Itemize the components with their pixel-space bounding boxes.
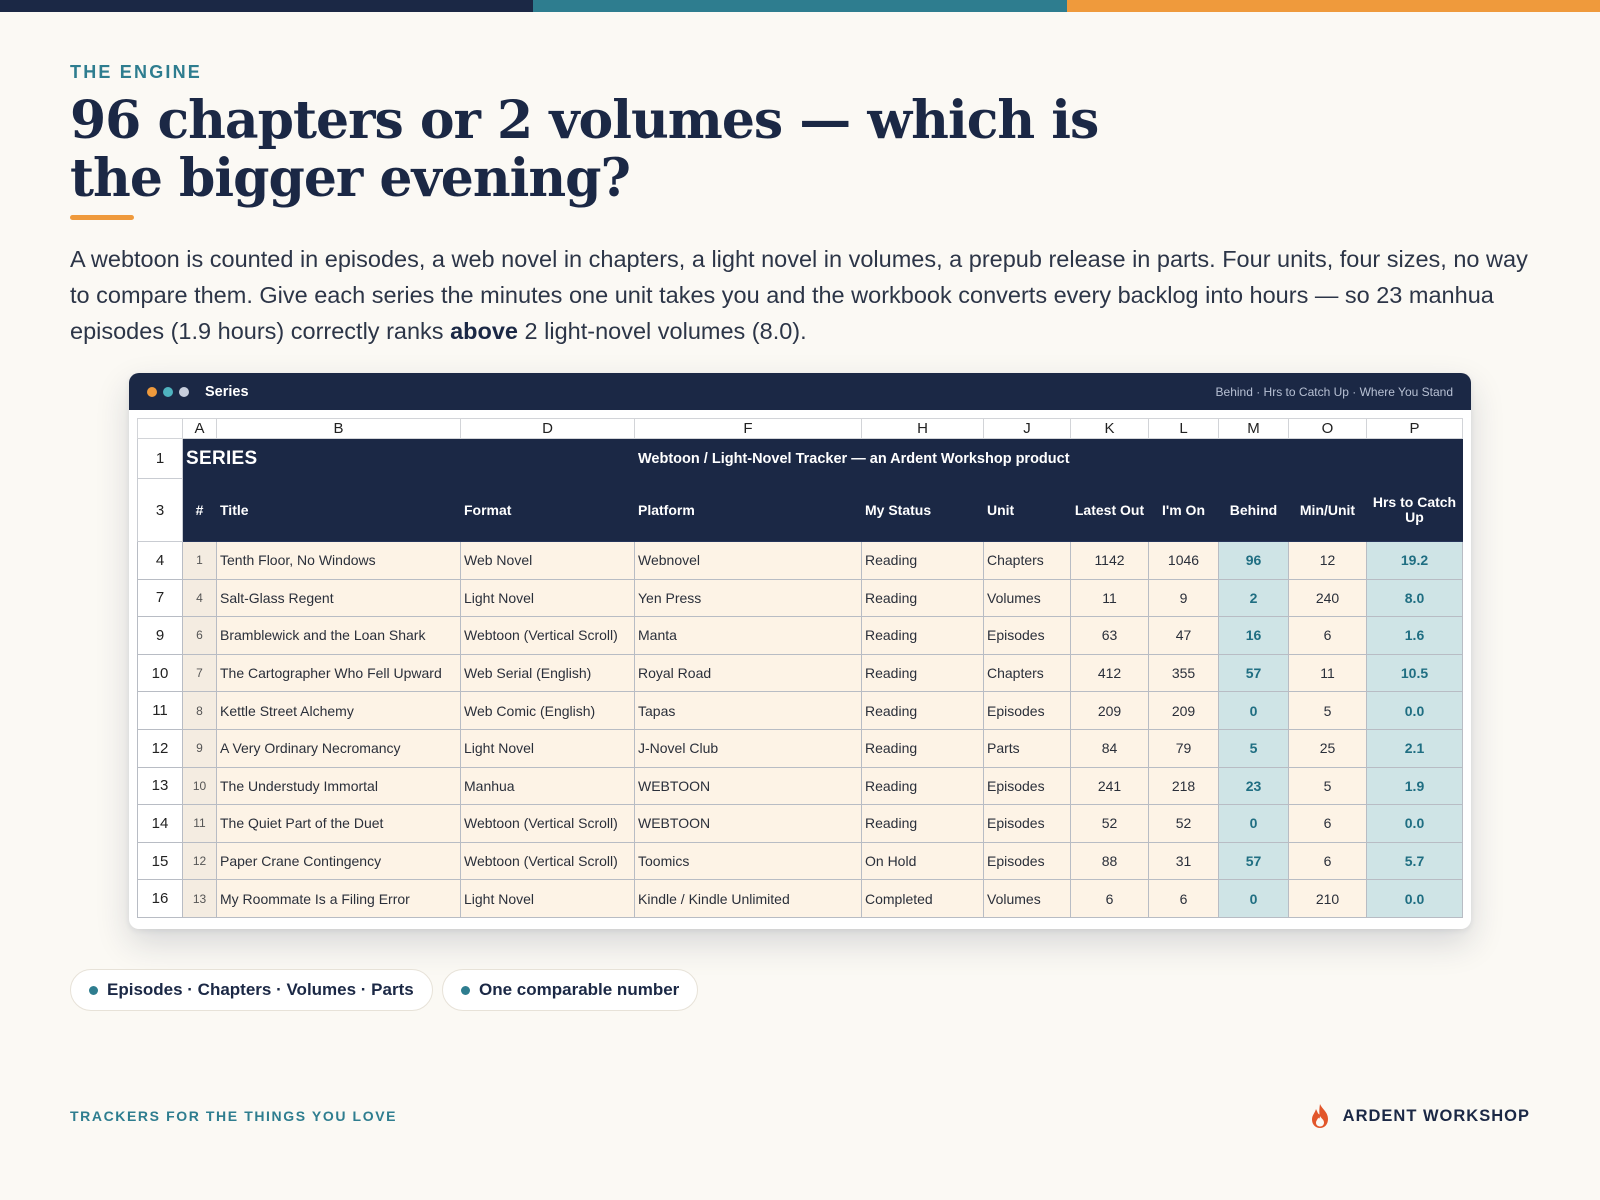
series-sheet: [137, 418, 1463, 918]
min-unit-cell[interactable]: 6: [1289, 805, 1367, 843]
spreadsheet-window: [129, 373, 1471, 929]
platform-cell[interactable]: Royal Road: [635, 654, 862, 692]
window-dot-orange[interactable]: [147, 387, 157, 397]
row-number[interactable]: 12: [138, 729, 183, 767]
platform-cell[interactable]: WEBTOON: [635, 767, 862, 805]
unit-cell[interactable]: Episodes: [984, 692, 1071, 730]
row-index-cell[interactable]: 8: [183, 692, 217, 730]
status-cell[interactable]: Reading: [862, 692, 984, 730]
row-index-cell[interactable]: 1: [183, 542, 217, 580]
latest-out-cell[interactable]: 11: [1071, 579, 1149, 617]
title-cell[interactable]: Kettle Street Alchemy: [217, 692, 461, 730]
row-index-cell[interactable]: 9: [183, 729, 217, 767]
header-row: [138, 479, 1463, 542]
platform-cell[interactable]: Yen Press: [635, 579, 862, 617]
header-title[interactable]: Title: [217, 479, 461, 542]
status-cell[interactable]: Reading: [862, 542, 984, 580]
min-unit-cell[interactable]: 210: [1289, 880, 1367, 918]
status-cell[interactable]: On Hold: [862, 842, 984, 880]
pill-comparable: [442, 969, 698, 1011]
behind-cell[interactable]: 0: [1219, 692, 1289, 730]
min-unit-cell[interactable]: 6: [1289, 842, 1367, 880]
row-number[interactable]: 16: [138, 880, 183, 918]
headline-underline: [70, 215, 134, 220]
window-dot-grey[interactable]: [179, 387, 189, 397]
unit-cell[interactable]: Episodes: [984, 767, 1071, 805]
unit-cell[interactable]: Volumes: [984, 880, 1071, 918]
title-cell[interactable]: Paper Crane Contingency: [217, 842, 461, 880]
pill-dot: [89, 986, 98, 995]
unit-cell[interactable]: Episodes: [984, 617, 1071, 655]
table-row: [138, 579, 1463, 617]
pill-label: Episodes · Chapters · Volumes · Parts: [107, 980, 414, 999]
pill-label: One comparable number: [479, 980, 680, 999]
hrs-to-catch-up-cell[interactable]: 0.0: [1367, 880, 1463, 918]
format-cell[interactable]: Light Novel: [461, 579, 635, 617]
footer-tagline: TRACKERS FOR THE THINGS YOU LOVE: [70, 1108, 398, 1124]
unit-cell[interactable]: Volumes: [984, 579, 1071, 617]
status-cell[interactable]: Reading: [862, 805, 984, 843]
table-row: [138, 842, 1463, 880]
latest-out-cell[interactable]: 6: [1071, 880, 1149, 918]
accent-teal: [533, 0, 1066, 12]
row-number[interactable]: 7: [138, 579, 183, 617]
min-unit-cell[interactable]: 5: [1289, 692, 1367, 730]
row-index-cell[interactable]: 12: [183, 842, 217, 880]
hrs-to-catch-up-cell[interactable]: 8.0: [1367, 579, 1463, 617]
hrs-to-catch-up-cell[interactable]: 1.6: [1367, 617, 1463, 655]
min-unit-cell[interactable]: 12: [1289, 542, 1367, 580]
behind-cell[interactable]: 0: [1219, 880, 1289, 918]
column-header-row: [138, 419, 1463, 439]
behind-cell[interactable]: 57: [1219, 842, 1289, 880]
column-header[interactable]: A: [183, 419, 217, 439]
table-row: [138, 767, 1463, 805]
pill-dot: [461, 986, 470, 995]
header-format[interactable]: Format: [461, 479, 635, 542]
latest-out-cell[interactable]: 1142: [1071, 542, 1149, 580]
behind-cell[interactable]: 2: [1219, 579, 1289, 617]
column-header[interactable]: K: [1071, 419, 1149, 439]
header-platform[interactable]: Platform: [635, 479, 862, 542]
row-number[interactable]: 4: [138, 542, 183, 580]
lede-bold: above: [450, 318, 518, 344]
latest-out-cell[interactable]: 412: [1071, 654, 1149, 692]
row-number[interactable]: 15: [138, 842, 183, 880]
row-index-cell[interactable]: 11: [183, 805, 217, 843]
min-unit-cell[interactable]: 6: [1289, 617, 1367, 655]
behind-cell[interactable]: 96: [1219, 542, 1289, 580]
top-accent-bar: [0, 0, 1600, 12]
header-behind[interactable]: Behind: [1219, 479, 1289, 542]
im-on-cell[interactable]: 52: [1149, 805, 1219, 843]
behind-cell[interactable]: 23: [1219, 767, 1289, 805]
lede-text-before: A webtoon is counted in episodes, a web novel in chapters, a light novel in volumes, a prepub release in parts. Four units, four sizes, no way to compare them. Give each series the minutes one unit takes you and the workbook converts every backlog into hours — so 23 manhua episodes (1.9 hours) correctly ranks: [70, 246, 1528, 344]
header-index[interactable]: #: [183, 479, 217, 542]
im-on-cell[interactable]: 355: [1149, 654, 1219, 692]
format-cell[interactable]: Webtoon (Vertical Scroll): [461, 842, 635, 880]
latest-out-cell[interactable]: 84: [1071, 729, 1149, 767]
min-unit-cell[interactable]: 25: [1289, 729, 1367, 767]
row-number[interactable]: 10: [138, 654, 183, 692]
row-number[interactable]: 11: [138, 692, 183, 730]
im-on-cell[interactable]: 9: [1149, 579, 1219, 617]
column-header[interactable]: D: [461, 419, 635, 439]
format-cell[interactable]: Light Novel: [461, 880, 635, 918]
table-row: [138, 654, 1463, 692]
format-cell[interactable]: Light Novel: [461, 729, 635, 767]
latest-out-cell[interactable]: 88: [1071, 842, 1149, 880]
corner-cell[interactable]: [138, 419, 183, 439]
min-unit-cell[interactable]: 240: [1289, 579, 1367, 617]
unit-cell[interactable]: Chapters: [984, 542, 1071, 580]
latest-out-cell[interactable]: 63: [1071, 617, 1149, 655]
latest-out-cell[interactable]: 52: [1071, 805, 1149, 843]
status-cell[interactable]: Completed: [862, 880, 984, 918]
flame-icon: [1309, 1103, 1331, 1129]
unit-cell[interactable]: Episodes: [984, 805, 1071, 843]
header-status[interactable]: My Status: [862, 479, 984, 542]
min-unit-cell[interactable]: 5: [1289, 767, 1367, 805]
banner-title[interactable]: SERIES: [183, 439, 461, 479]
row-index-cell[interactable]: 10: [183, 767, 217, 805]
format-cell[interactable]: Web Novel: [461, 542, 635, 580]
im-on-cell[interactable]: 79: [1149, 729, 1219, 767]
platform-cell[interactable]: Manta: [635, 617, 862, 655]
title-cell[interactable]: Salt-Glass Regent: [217, 579, 461, 617]
banner-blank-cell[interactable]: [461, 439, 635, 479]
row-index-cell[interactable]: 4: [183, 579, 217, 617]
header-unit[interactable]: Unit: [984, 479, 1071, 542]
window-dot-teal[interactable]: [163, 387, 173, 397]
header-latest-out[interactable]: Latest Out: [1071, 479, 1149, 542]
status-cell[interactable]: Reading: [862, 729, 984, 767]
hrs-to-catch-up-cell[interactable]: 2.1: [1367, 729, 1463, 767]
row-number[interactable]: 1: [138, 439, 183, 479]
format-cell[interactable]: Web Comic (English): [461, 692, 635, 730]
latest-out-cell[interactable]: 209: [1071, 692, 1149, 730]
column-header[interactable]: L: [1149, 419, 1219, 439]
format-cell[interactable]: Webtoon (Vertical Scroll): [461, 617, 635, 655]
min-unit-cell[interactable]: 11: [1289, 654, 1367, 692]
hrs-to-catch-up-cell[interactable]: 0.0: [1367, 692, 1463, 730]
status-cell[interactable]: Reading: [862, 617, 984, 655]
table-row: [138, 542, 1463, 580]
behind-cell[interactable]: 16: [1219, 617, 1289, 655]
table-row: [138, 880, 1463, 918]
status-cell[interactable]: Reading: [862, 654, 984, 692]
platform-cell[interactable]: Tapas: [635, 692, 862, 730]
behind-cell[interactable]: 57: [1219, 654, 1289, 692]
platform-cell[interactable]: WEBTOON: [635, 805, 862, 843]
sheet-body: [138, 542, 1463, 918]
column-header[interactable]: P: [1367, 419, 1463, 439]
header-min-unit[interactable]: Min/Unit: [1289, 479, 1367, 542]
hrs-to-catch-up-cell[interactable]: 19.2: [1367, 542, 1463, 580]
table-row: [138, 729, 1463, 767]
hrs-to-catch-up-cell[interactable]: 10.5: [1367, 654, 1463, 692]
row-number[interactable]: 14: [138, 805, 183, 843]
accent-navy: [0, 0, 533, 12]
eyebrow-label: THE ENGINE: [70, 62, 203, 82]
column-header[interactable]: O: [1289, 419, 1367, 439]
format-cell[interactable]: Manhua: [461, 767, 635, 805]
pill-units: [70, 969, 433, 1011]
window-subtitle: Behind · Hrs to Catch Up · Where You Stand: [1215, 384, 1453, 399]
unit-cell[interactable]: Episodes: [984, 842, 1071, 880]
row-number[interactable]: 13: [138, 767, 183, 805]
title-cell[interactable]: The Cartographer Who Fell Upward: [217, 654, 461, 692]
banner-subtitle[interactable]: Webtoon / Light-Novel Tracker — an Ardent Workshop product: [635, 439, 1463, 479]
title-cell[interactable]: The Understudy Immortal: [217, 767, 461, 805]
platform-cell[interactable]: Kindle / Kindle Unlimited: [635, 880, 862, 918]
im-on-cell[interactable]: 218: [1149, 767, 1219, 805]
platform-cell[interactable]: Webnovel: [635, 542, 862, 580]
hrs-to-catch-up-cell[interactable]: 1.9: [1367, 767, 1463, 805]
im-on-cell[interactable]: 31: [1149, 842, 1219, 880]
title-cell[interactable]: The Quiet Part of the Duet: [217, 805, 461, 843]
brand-lockup: [1309, 1103, 1530, 1129]
im-on-cell[interactable]: 1046: [1149, 542, 1219, 580]
column-header[interactable]: J: [984, 419, 1071, 439]
behind-cell[interactable]: 0: [1219, 805, 1289, 843]
header-hrs-to-catch-up[interactable]: Hrs to Catch Up: [1367, 479, 1463, 542]
table-row: [138, 617, 1463, 655]
lede-paragraph: [70, 241, 1540, 349]
title-cell[interactable]: My Roommate Is a Filing Error: [217, 880, 461, 918]
format-cell[interactable]: Webtoon (Vertical Scroll): [461, 805, 635, 843]
window-title: Series: [205, 383, 249, 400]
latest-out-cell[interactable]: 241: [1071, 767, 1149, 805]
title-cell[interactable]: Tenth Floor, No Windows: [217, 542, 461, 580]
behind-cell[interactable]: 5: [1219, 729, 1289, 767]
im-on-cell[interactable]: 47: [1149, 617, 1219, 655]
hrs-to-catch-up-cell[interactable]: 5.7: [1367, 842, 1463, 880]
unit-cell[interactable]: Chapters: [984, 654, 1071, 692]
row-number[interactable]: 9: [138, 617, 183, 655]
row-index-cell[interactable]: 6: [183, 617, 217, 655]
column-header[interactable]: H: [862, 419, 984, 439]
hrs-to-catch-up-cell[interactable]: 0.0: [1367, 805, 1463, 843]
row-index-cell[interactable]: 13: [183, 880, 217, 918]
window-titlebar: [129, 373, 1471, 410]
accent-orange: [1067, 0, 1600, 12]
status-cell[interactable]: Reading: [862, 767, 984, 805]
column-header[interactable]: F: [635, 419, 862, 439]
table-row: [138, 805, 1463, 843]
brand-name: ARDENT WORKSHOP: [1342, 1106, 1530, 1125]
row-index-cell[interactable]: 7: [183, 654, 217, 692]
platform-cell[interactable]: J-Novel Club: [635, 729, 862, 767]
row-number[interactable]: 3: [138, 479, 183, 542]
im-on-cell[interactable]: 6: [1149, 880, 1219, 918]
column-header[interactable]: B: [217, 419, 461, 439]
header-im-on[interactable]: I'm On: [1149, 479, 1219, 542]
headline: 96 chapters or 2 volumes — which is the bigger evening?: [70, 90, 1099, 209]
column-header[interactable]: M: [1219, 419, 1289, 439]
banner-row: [138, 439, 1463, 479]
title-cell[interactable]: A Very Ordinary Necromancy: [217, 729, 461, 767]
title-cell[interactable]: Bramblewick and the Loan Shark: [217, 617, 461, 655]
format-cell[interactable]: Web Serial (English): [461, 654, 635, 692]
platform-cell[interactable]: Toomics: [635, 842, 862, 880]
table-row: [138, 692, 1463, 730]
status-cell[interactable]: Reading: [862, 579, 984, 617]
im-on-cell[interactable]: 209: [1149, 692, 1219, 730]
unit-cell[interactable]: Parts: [984, 729, 1071, 767]
lede-text-after: 2 light-novel volumes (8.0).: [518, 318, 807, 344]
